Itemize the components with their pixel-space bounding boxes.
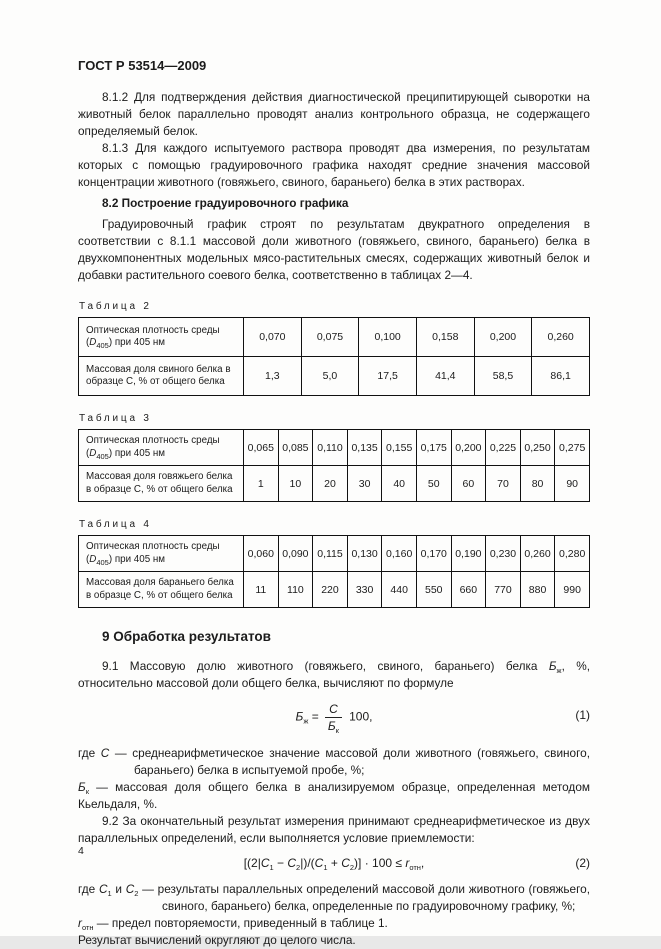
table-cell: 41,4: [416, 357, 474, 396]
table-cell: 0,200: [451, 430, 486, 466]
table-3: [78, 429, 590, 502]
table-4: [78, 535, 590, 608]
mass-row-label: Массовая доля свиного белка в образце С, % от общего белка: [79, 357, 244, 396]
where-1-line-2: $Б_к$ — массовая доля общего белка в анализируемом образце, определенная методом Кьельдаля, %.: [78, 780, 590, 811]
where-2-line-1: где $С_1$ и $С_2$ — результаты параллельных определений массовой доли животного (говяжьего, свиного, бараньего) белка, определенные по градуировочному графику, %;: [78, 882, 590, 913]
table-cell: 0,190: [451, 536, 486, 572]
table-cell: 17,5: [359, 357, 417, 396]
table-cell: 0,135: [347, 430, 382, 466]
table-4-block: [78, 519, 590, 608]
table-cell: 0,075: [301, 318, 359, 357]
table-cell: 550: [416, 572, 451, 608]
paragraph-8-2: Градуировочный график строят по результатам двукратного определения в соответствии с 8.1.1 массовой доли животного (говяжьего, свиного, бараньего) белка в двухкомпонентных модельных мясо-растительных смесях, содержащих животный белок и добавки растительного соевого белка, соответственно в таблицах 2—4.: [78, 217, 590, 282]
table-2: [78, 317, 590, 396]
table-cell: 0,158: [416, 318, 474, 357]
table-cell: 0,250: [520, 430, 555, 466]
heading-8-2: 8.2 Построение градуировочного графика: [102, 196, 349, 210]
page-content: [78, 58, 590, 949]
table-cell: 440: [382, 572, 417, 608]
fraction: $\frac{С}{Б_к}$: [325, 702, 342, 733]
equation-number-2: (2): [575, 856, 590, 870]
table-cell: 30: [347, 466, 382, 502]
table-cell: 40: [382, 466, 417, 502]
mass-row-label: Массовая доля бараньего белка в образце С, % от общего белка: [79, 572, 244, 608]
table-cell: 5,0: [301, 357, 359, 396]
table-cell: 0,275: [555, 430, 590, 466]
table-cell: 0,065: [244, 430, 279, 466]
table-cell: 0,085: [278, 430, 313, 466]
paragraph-8-1-3: 8.1.3 Для каждого испытуемого раствора проводят два измерения, по результатам которых с помощью градуировочного графика находят средние значения массовой концентрации животного (говяжьего, свиного, бараньего) белка в этих растворах.: [78, 141, 590, 189]
table-cell: 0,070: [244, 318, 302, 357]
formula-1: $Б_ж$ = $\frac{С}{Б_к}$ 100, (1): [295, 702, 590, 735]
table-3-block: [78, 413, 590, 502]
table-cell: 0,060: [244, 536, 279, 572]
running-header: ГОСТ Р 53514—2009: [78, 58, 207, 73]
table-3-caption: Таблица 3: [79, 413, 152, 424]
table-cell: 58,5: [474, 357, 532, 396]
table-cell: 11: [244, 572, 279, 608]
table-cell: 1,3: [244, 357, 302, 396]
table-cell: 990: [555, 572, 590, 608]
paragraph-8-1-2: 8.1.2 Для подтверждения действия диагностической преципитирующей сыворотки на животный белок параллельно проводят анализ контрольного образца, не содержащего определяемый белок.: [78, 90, 590, 138]
table-cell: 90: [555, 466, 590, 502]
table-cell: 0,155: [382, 430, 417, 466]
page-number: 4: [78, 845, 84, 857]
table-cell: 70: [486, 466, 521, 502]
table-cell: 0,160: [382, 536, 417, 572]
table-cell: 880: [520, 572, 555, 608]
table-cell: 110: [278, 572, 313, 608]
table-cell: 0,130: [347, 536, 382, 572]
table-cell: 0,170: [416, 536, 451, 572]
table-cell: 50: [416, 466, 451, 502]
paragraph-9-2: 9.2 За окончательный результат измерения принимают среднеарифметическое из двух параллельных определений, если выполняется условие приемлемости:: [78, 814, 590, 845]
mass-row-label: Массовая доля говяжьего белка в образце С, % от общего белка: [79, 466, 244, 502]
table-cell: 0,260: [520, 536, 555, 572]
table-cell: 0,115: [313, 536, 348, 572]
table-row: [79, 430, 590, 466]
table-cell: 0,200: [474, 318, 532, 357]
equation-number-1: (1): [575, 708, 590, 722]
table-cell: 0,175: [416, 430, 451, 466]
paragraph-9-1: 9.1 Массовую долю животного (говяжьего, свиного, бараньего) белка $Б_ж$, %, относительно массовой доли общего белка, вычисляют по формуле: [78, 659, 590, 690]
where-2-line-2: $r_{отн}$ — предел повторяемости, приведенный в таблице 1.: [78, 916, 388, 932]
table-cell: 0,260: [532, 318, 590, 357]
density-row-label: Оптическая плотность среды $(D_{405})$ при 405 нм: [79, 536, 244, 572]
table-cell: 0,090: [278, 536, 313, 572]
table-cell: 770: [486, 572, 521, 608]
formula-2: $[(2|С_1 - С_2|)/(С_1 + С_2)] \cdot 100 \le r_{отн}$, (2): [243, 856, 590, 872]
table-cell: 86,1: [532, 357, 590, 396]
table-cell: 1: [244, 466, 279, 502]
table-cell: 0,280: [555, 536, 590, 572]
table-cell: 0,230: [486, 536, 521, 572]
table-cell: 220: [313, 572, 348, 608]
where-2-line-3: Результат вычислений округляют до целого числа.: [78, 933, 356, 947]
table-row: [79, 318, 590, 357]
table-cell: 330: [347, 572, 382, 608]
table-2-caption: Таблица 2: [79, 301, 152, 312]
table-cell: 20: [313, 466, 348, 502]
table-cell: 0,110: [313, 430, 348, 466]
table-cell: 80: [520, 466, 555, 502]
table-cell: 660: [451, 572, 486, 608]
table-4-caption: Таблица 4: [79, 519, 152, 530]
table-row: [79, 572, 590, 608]
table-row: [79, 466, 590, 502]
variable-b: Б: [548, 659, 557, 673]
table-cell: 10: [278, 466, 313, 502]
table-cell: 60: [451, 466, 486, 502]
density-row-label: Оптическая плотность среды $(D_{405})$ при 405 нм: [79, 318, 244, 357]
table-cell: 0,225: [486, 430, 521, 466]
density-row-label: Оптическая плотность среды $(D_{405})$ при 405 нм: [79, 430, 244, 466]
where-1-line-1: где С — среднеарифметическое значение массовой доли животного (говяжьего, свиного, бараньего) белка в испытуемой пробе, %;: [78, 746, 590, 777]
table-2-block: [78, 301, 590, 396]
table-row: [79, 536, 590, 572]
table-row: [79, 357, 590, 396]
heading-section-9: 9 Обработка результатов: [102, 629, 271, 644]
table-cell: 0,100: [359, 318, 417, 357]
